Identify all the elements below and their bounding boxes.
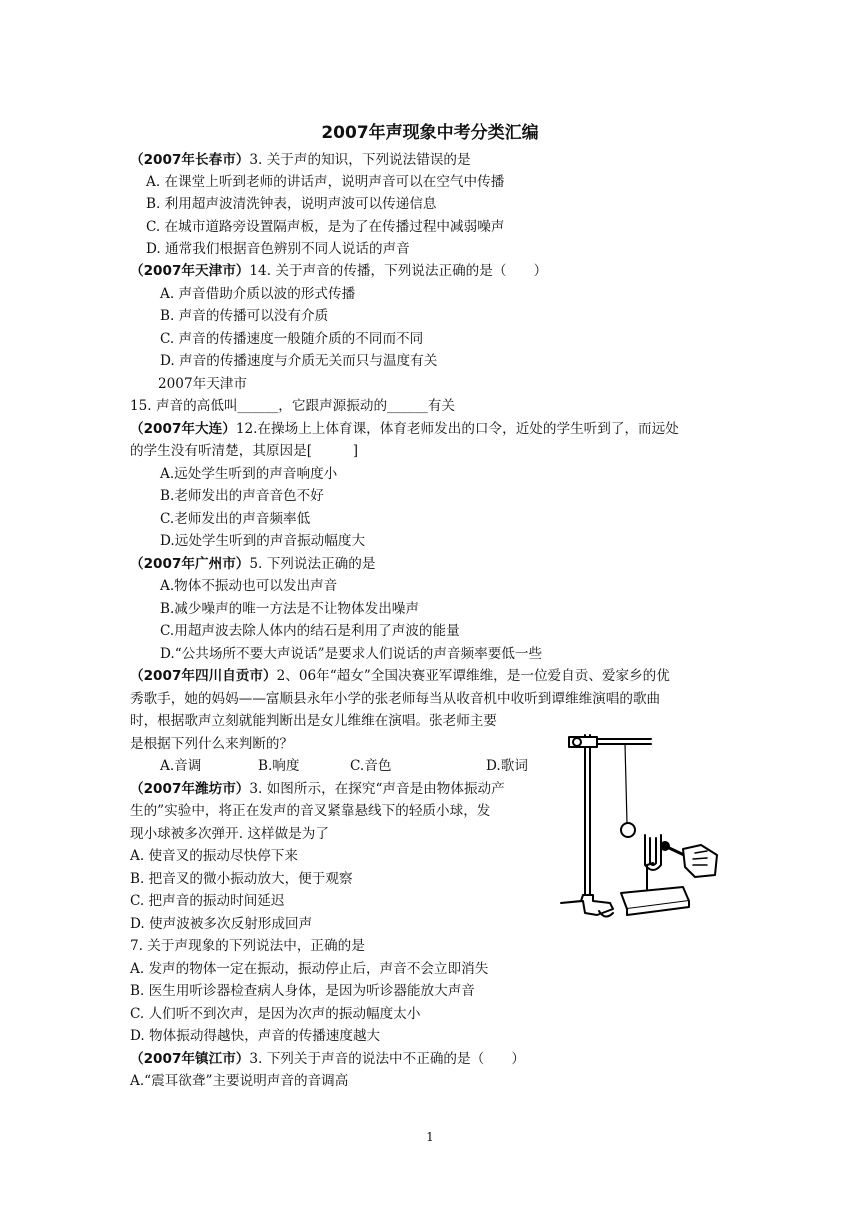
question-4-option-d: D.远处学生听到的声音振动幅度大: [160, 533, 366, 549]
question-6-option-d: D.歌词: [486, 758, 528, 774]
question-3-source: 2007年天津市: [158, 376, 247, 392]
question-6-stem-line-2: 秀歌手，她的妈妈——富顺县永年小学的张老师每当从收音机中收听到谭维维演唱的歌曲: [130, 691, 661, 707]
question-4-option-a: A.远处学生听到的声音响度小: [160, 466, 338, 482]
question-2-header: [130, 261, 547, 281]
question-source: （2007年广州市）: [130, 556, 250, 572]
question-stem: 2、06年“超女”全国决赛亚军谭维维，是一位爱自贡、爱家乡的优: [276, 668, 670, 684]
question-1-option-a: A. 在课堂上听到老师的讲话声，说明声音可以在空气中传播: [146, 174, 505, 190]
question-9-header: [130, 1049, 525, 1069]
tuning-fork-experiment-figure: [555, 725, 725, 930]
question-6-option-a: A.音调: [160, 758, 202, 774]
question-7-option-d: D. 使声波被多次反射形成回声: [130, 916, 313, 932]
question-source: （2007年潍坊市）: [130, 781, 250, 797]
question-source: （2007年长春市）: [130, 152, 250, 168]
question-source: （2007年天津市）: [130, 263, 250, 279]
question-6-option-c: C.音色: [350, 758, 392, 774]
question-stem: 12.在操场上上体育课，体育老师发出的口令，近处的学生听到了，而远处: [235, 421, 679, 437]
question-1-header: [130, 150, 471, 170]
pendulum-ball: [621, 823, 635, 837]
question-stem: 3. 如图所示，在探究“声音是由物体振动产: [249, 781, 505, 797]
question-6-stem-line-3: 时，根据歌声立刻就能判断出是女儿维维在演唱。张老师主要: [130, 713, 498, 729]
hand: [683, 845, 717, 877]
question-7-option-b: B. 把音叉的微小振动放大，便于观察: [130, 871, 353, 887]
question-5-header: [130, 554, 375, 574]
question-7-option-a: A. 使音叉的振动尽快停下来: [130, 848, 298, 864]
pendulum-string: [625, 744, 627, 823]
question-4-option-c: C.老师发出的声音频率低: [160, 511, 311, 527]
question-8-option-a: A. 发声的物体一定在振动，振动停止后，声音不会立即消失: [130, 961, 489, 977]
question-2-option-a: A. 声音借助介质以波的形式传播: [160, 286, 356, 302]
question-7-stem-line-3: 现小球被多次弹开. 这样做是为了: [130, 826, 329, 842]
question-8-option-d: D. 物体振动得越快，声音的传播速度越大: [130, 1028, 381, 1044]
question-5-option-c: C.用超声波去除人体内的结石是利用了声波的能量: [160, 623, 460, 639]
question-stem: 3. 关于声的知识，下列说法错误的是: [249, 152, 471, 168]
question-8-stem: 7. 关于声现象的下列说法中，正确的是: [130, 938, 365, 954]
question-3-stem: 15. 声音的高低叫______，它跟声源振动的______有关: [130, 398, 456, 414]
question-2-option-d: D. 声音的传播速度与介质无关而只与温度有关: [160, 353, 438, 369]
question-7-header: [130, 779, 505, 799]
question-2-option-b: B. 声音的传播可以没有介质: [160, 308, 329, 324]
question-4-header: [130, 419, 679, 439]
stand-base: [561, 895, 613, 915]
question-8-option-c: C. 人们听不到次声，是因为次声的振动幅度太小: [130, 1006, 421, 1022]
question-6-stem-line-4: 是根据下列什么来判断的？: [130, 736, 294, 752]
question-source: （2007年镇江市）: [130, 1051, 250, 1067]
question-6-option-b: B.响度: [258, 758, 300, 774]
question-2-option-c: C. 声音的传播速度一般随介质的不同而不同: [160, 331, 424, 347]
page-title: 2007年声现象中考分类汇编: [321, 123, 539, 143]
question-stem: 5. 下列说法正确的是: [249, 556, 376, 572]
question-1-option-c: C. 在城市道路旁设置隔声板，是为了在传播过程中减弱噪声: [146, 219, 505, 235]
question-9-option-a: A.“震耳欲聋”主要说明声音的音调高: [130, 1073, 349, 1089]
question-source: （2007年大连）: [130, 421, 236, 437]
question-source: （2007年四川自贡市）: [130, 668, 277, 684]
question-5-option-b: B.减少噪声的唯一方法是不让物体发出噪声: [160, 601, 419, 617]
question-1-option-d: D. 通常我们根据音色辨别不同人说话的声音: [146, 241, 410, 257]
question-stem: 14. 关于声音的传播，下列说法正确的是（ ）: [249, 263, 548, 279]
question-4-stem-cont: 的学生没有听清楚，其原因是[ ]: [130, 443, 359, 459]
question-8-option-b: B. 医生用听诊器检查病人身体，是因为听诊器能放大声音: [130, 983, 475, 999]
question-6-header: [130, 666, 670, 686]
question-5-option-d: D.“公共场所不要大声说话”是要求人们说话的声音频率要低一些: [160, 646, 543, 662]
question-4-option-b: B.老师发出的声音音色不好: [160, 488, 324, 504]
question-5-option-a: A.物体不振动也可以发出声音: [160, 578, 338, 594]
question-7-option-c: C. 把声音的振动时间延迟: [130, 893, 285, 909]
page-number: 1: [426, 1130, 434, 1144]
question-7-stem-line-2: 生的”实验中，将正在发声的音叉紧靠悬线下的轻质小球，发: [130, 803, 491, 819]
question-1-option-b: B. 利用超声波清洗钟表，说明声波可以传递信息: [146, 196, 437, 212]
question-stem: 3. 下列关于声音的说法中不正确的是（ ）: [249, 1051, 525, 1067]
